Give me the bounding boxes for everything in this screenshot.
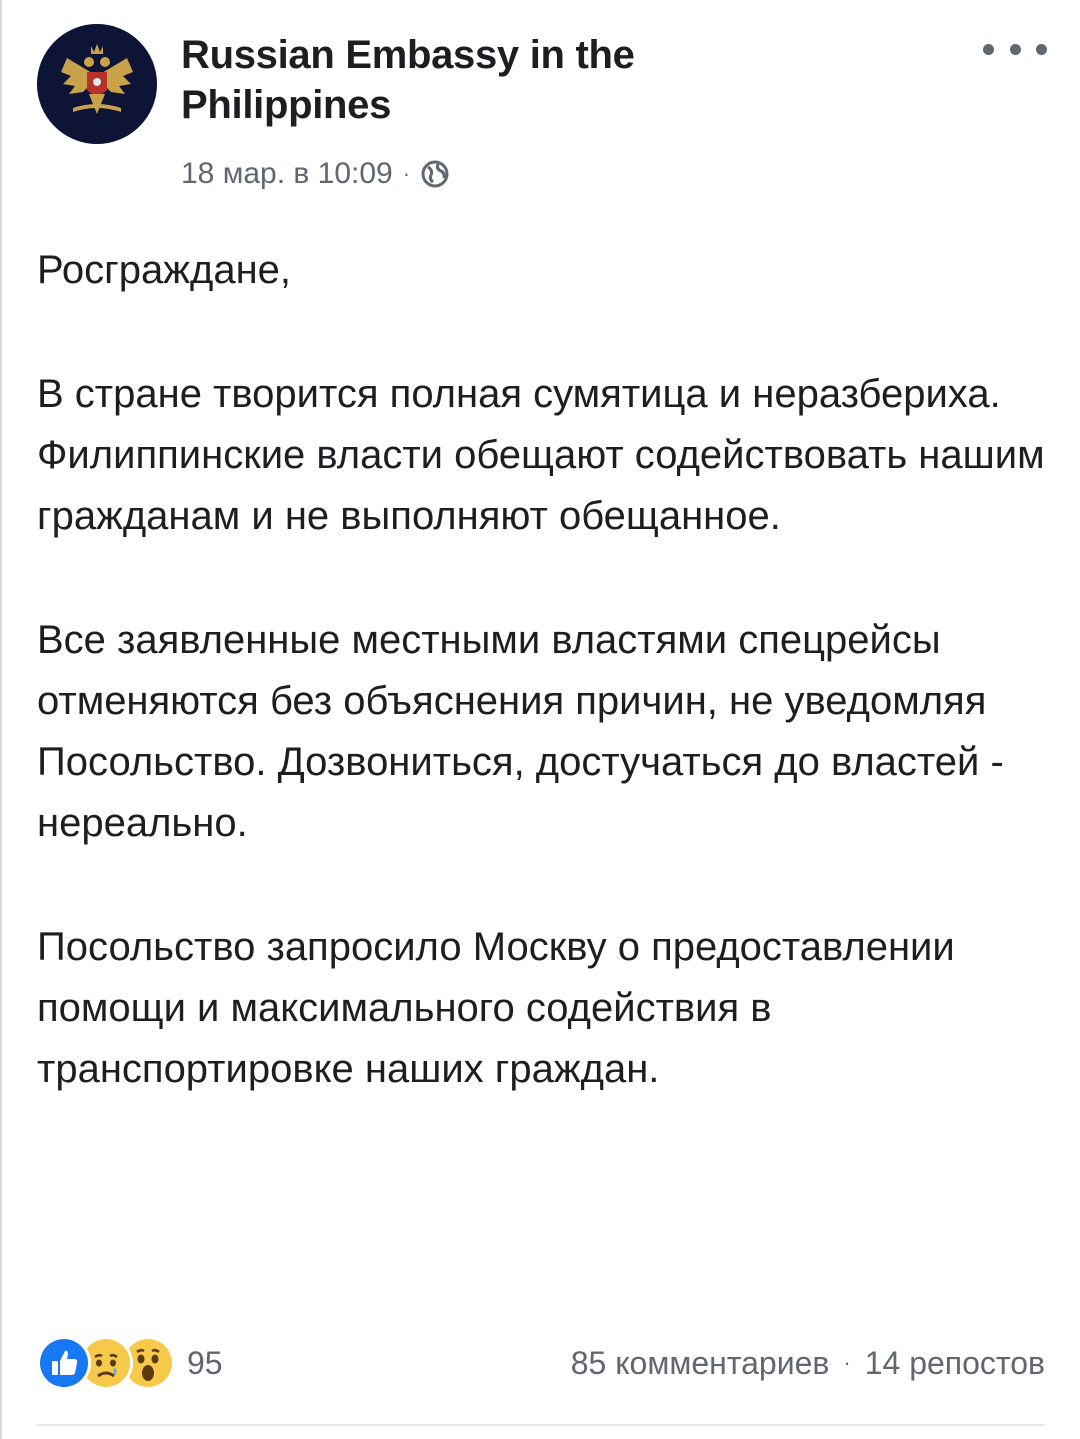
frame-edge — [0, 0, 2, 1439]
reaction-count: 95 — [187, 1344, 223, 1381]
more-dot — [983, 44, 994, 55]
post-paragraph: В стране творится полная сумятица и неразбериха. Филиппинские власти обещают содействовать нашим гражданам и не выполняют обещанное. — [37, 372, 1045, 538]
more-dot — [1036, 44, 1047, 55]
page-avatar[interactable] — [37, 24, 157, 144]
post-text — [37, 240, 1047, 1163]
globe-icon[interactable] — [420, 159, 450, 189]
post-meta — [181, 154, 450, 194]
post-paragraph: Росграждане, — [37, 248, 292, 292]
page-name-link[interactable]: Russian Embassy in the Philippines — [181, 33, 635, 127]
more-dot — [1010, 44, 1021, 55]
post-timestamp[interactable]: 18 мар. в 10:09 — [181, 157, 393, 190]
stat-separator: · — [843, 1350, 851, 1375]
post-paragraph: Все заявленные местными властями спецрейсы отменяются без объяснения причин, не уведомляя Посольство. Дозвониться, достучаться до властей - нереально. — [37, 618, 1004, 845]
post-footer — [37, 1335, 1045, 1391]
embassy-emblem-icon — [37, 24, 157, 144]
reactions-summary[interactable] — [37, 1336, 223, 1390]
post-header — [37, 24, 1047, 204]
shares-count-link[interactable]: 14 репостов — [864, 1344, 1045, 1381]
more-options-icon[interactable] — [983, 34, 1047, 64]
engagement-stats — [571, 1345, 1045, 1382]
divider — [37, 1424, 1045, 1426]
post-paragraph: Посольство запросило Москву о предоставлении помощи и максимального содействия в транспортировке наших граждан. — [37, 925, 955, 1091]
meta-separator: · — [402, 161, 411, 186]
comments-count-link[interactable]: 85 комментариев — [570, 1344, 830, 1381]
like-icon — [37, 1336, 91, 1390]
